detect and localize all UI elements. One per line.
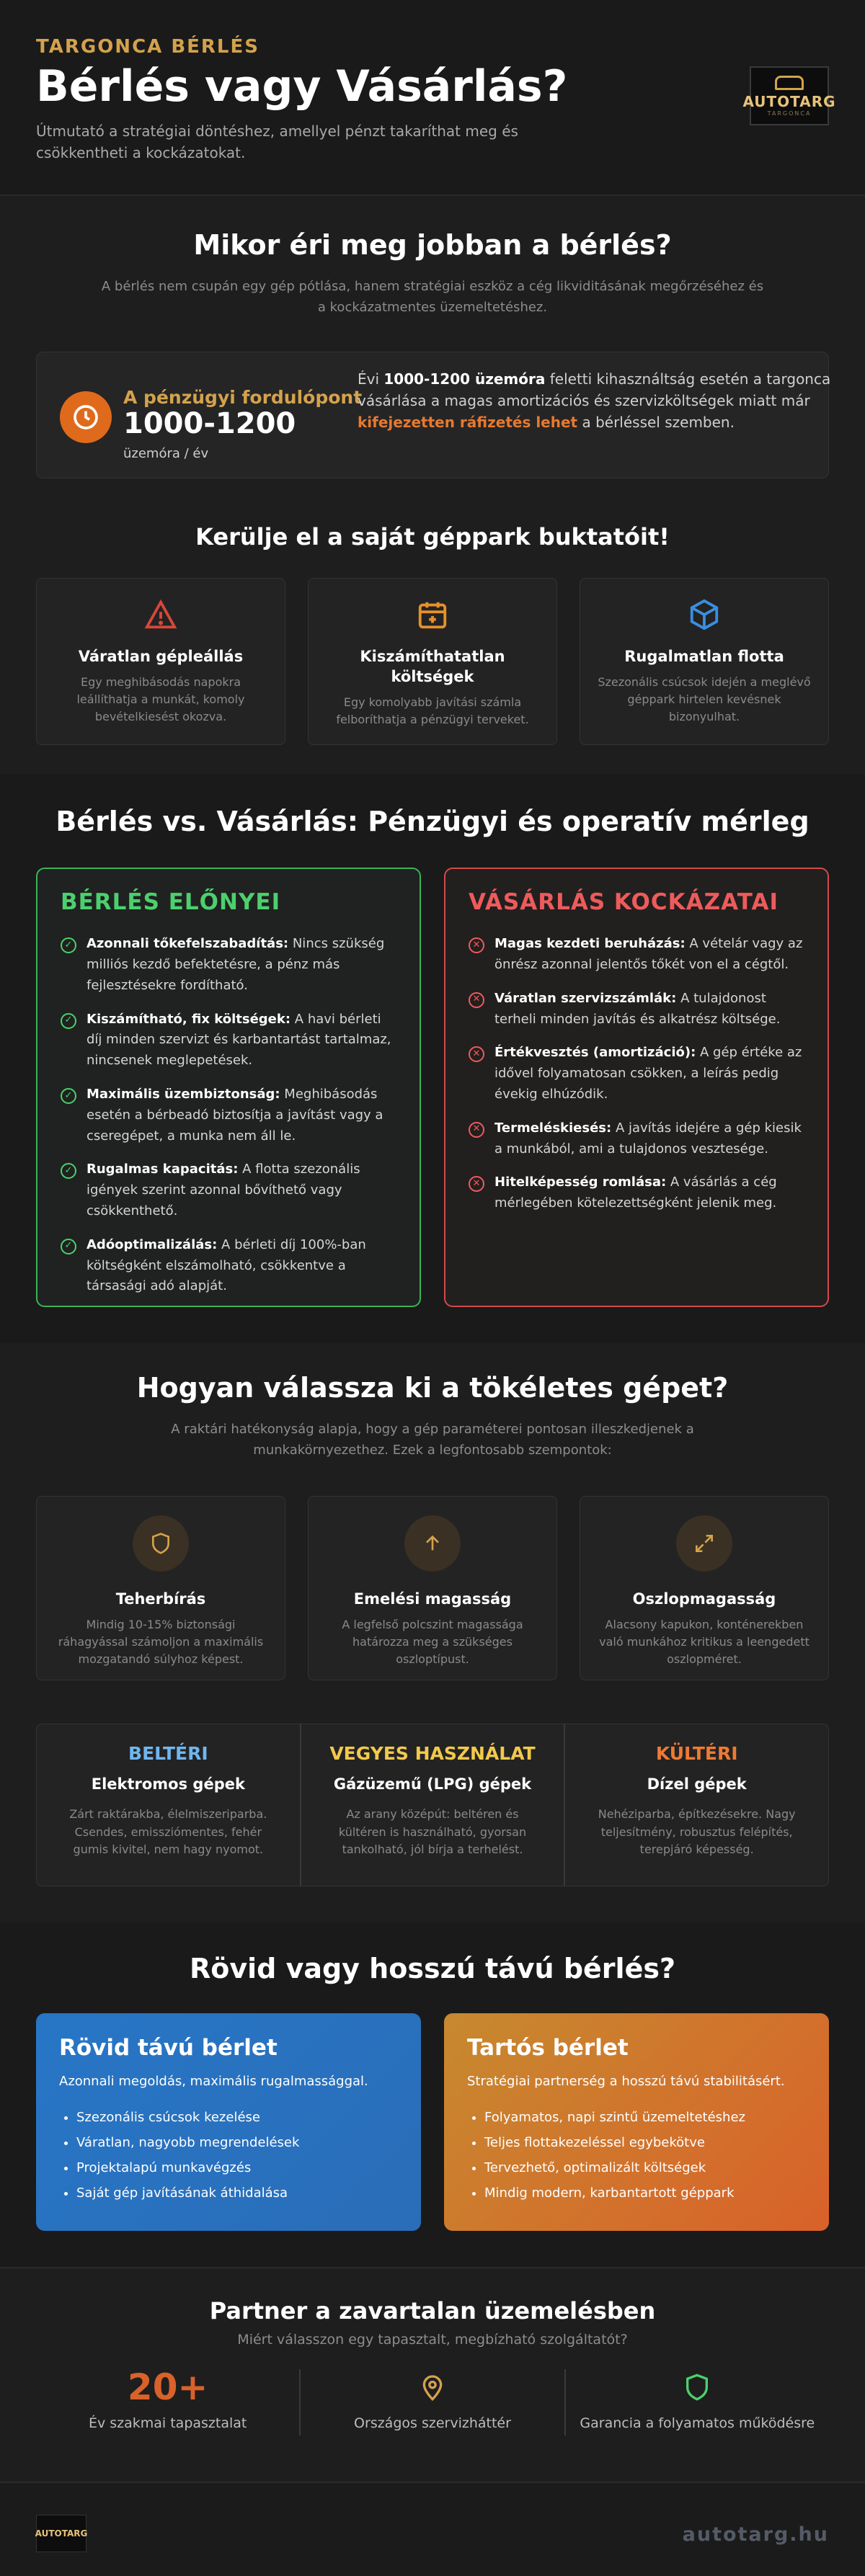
- pitfall-text: Egy meghibásodás napokra leállíthatja a munkát, komoly bevételkiesést okozva.: [76, 674, 245, 723]
- partner-section: [0, 2267, 865, 2482]
- pitfall-card: [36, 578, 285, 746]
- x-circle-icon: ✕: [469, 1122, 484, 1138]
- list-item: • Folyamatos, napi szintű üzemeltetéshez: [484, 2105, 806, 2130]
- criteria-text: Alacsony kapukon, konténerekben való munkához kritikus a leengedett oszlopméret.: [599, 1617, 809, 1666]
- pitfall-card: [308, 578, 557, 746]
- criteria-text: A legfelső polcszint magassága határozza meg a szükséges oszloptípust.: [342, 1617, 523, 1666]
- criteria-title: Emelési magasság: [353, 1590, 512, 1608]
- type-title: Elektromos gépek: [91, 1775, 245, 1793]
- list-item: • Szezonális csúcsok kezelése: [76, 2105, 398, 2130]
- list-item: • Mindig modern, karbantartott géppark: [484, 2180, 806, 2206]
- check-icon: ✓: [61, 1163, 76, 1179]
- check-icon: ✓: [61, 1239, 76, 1254]
- check-icon: ✓: [61, 1088, 76, 1104]
- eyebrow: TARGONCA BÉRLÉS: [36, 36, 260, 58]
- logo-text: AUTOTARG: [742, 92, 836, 110]
- pitfall-text: Szezonális csúcsok idején a meglévő géppark hirtelen kevésnek bizonyulhat.: [598, 674, 811, 723]
- page-subtitle: Útmutató a stratégiai döntéshez, amellyel pénzt takaríthat meg és csökkentheti a kockázatokat.: [36, 122, 518, 161]
- pros-card: [36, 868, 421, 1307]
- cons-card: [444, 868, 829, 1307]
- cons-title: VÁSÁRLÁS KOCKÁZATAI: [469, 889, 779, 916]
- type-name: KÜLTÉRI: [655, 1742, 738, 1764]
- stat-service: [301, 2369, 565, 2435]
- pitfalls-title: Kerülje el a saját géppark buktatóit!: [195, 522, 670, 551]
- pitfalls-list: [36, 578, 829, 746]
- short-lease-desc: Azonnali megoldás, maximális rugalmassággal.: [59, 2073, 368, 2089]
- stat-label: Év szakmai tapasztalat: [88, 2415, 247, 2431]
- shield-icon: [566, 2369, 829, 2405]
- when-title: Mikor éri meg jobban a bérlés?: [193, 229, 672, 261]
- footer: [0, 2482, 865, 2576]
- type-text: Nehéziparba, építkezésekre. Nagy teljesítmény, robusztus felépítés, terepjáró képesség.: [598, 1806, 796, 1857]
- check-icon: ✓: [61, 937, 76, 953]
- type-title: Dízel gépek: [647, 1775, 747, 1793]
- type-text: Zárt raktárakba, élelmiszeriparba. Csendes, emissziómentes, fehér gumis kivitel, nem hagy nyomot.: [69, 1806, 267, 1857]
- stat-number: 20+: [127, 2366, 208, 2408]
- choose-lead: A raktári hatékonyság alapja, hogy a gép paraméterei pontosan illeszkedjenek a munkakörnyezethez. Ezek a legfontosabb szempontok:: [171, 1422, 694, 1458]
- x-circle-icon: ✕: [469, 937, 484, 953]
- pros-item: ✓ Rugalmas kapacitás: A flotta szezonális igények szerint azonnal bővíthető vagy csökkenthető.: [61, 1159, 396, 1221]
- criteria-title: Oszlopmagasság: [632, 1590, 776, 1608]
- pros-item: ✓ Kiszámítható, fix költségek: A havi bérleti díj minden szervizt és karbantartást tartalmaz, nincsenek meglepetések.: [61, 1010, 396, 1071]
- criteria-card: [580, 1496, 829, 1680]
- choose-title: Hogyan válassza ki a tökéletes gépet?: [136, 1372, 729, 1404]
- when-section: [0, 196, 865, 774]
- warning-icon: [54, 594, 267, 635]
- long-lease-card: [444, 2013, 829, 2231]
- type-indoor: [37, 1724, 301, 1886]
- stat-guarantee: [566, 2369, 829, 2435]
- list-item: • Projektalapú munkavégzés: [76, 2155, 398, 2180]
- hero-header: [0, 0, 865, 196]
- cube-icon: [598, 594, 811, 635]
- criteria-list: [36, 1496, 829, 1680]
- type-outdoor: [565, 1724, 828, 1886]
- when-lead: A bérlés nem csupán egy gép pótlása, hanem stratégiai eszköz a cég likviditásának megőrzéséhez és a kockázatmentes üzemeltetéshez.: [101, 279, 764, 315]
- x-circle-icon: ✕: [469, 1176, 484, 1192]
- x-circle-icon: ✕: [469, 992, 484, 1008]
- site-link[interactable]: autotarg.hu: [682, 2523, 829, 2546]
- pitfall-title: Váratlan gépleállás: [78, 647, 244, 665]
- long-lease-title: Tartós bérlet: [467, 2034, 629, 2061]
- logo[interactable]: [742, 66, 836, 125]
- compare-title: Bérlés vs. Vásárlás: Pénzügyi és operatív mérleg: [56, 806, 809, 838]
- short-lease-title: Rövid távú bérlet: [59, 2034, 278, 2061]
- cons-item: ✕ Értékvesztés (amortizáció): A gép értéke az idővel folyamatosan csökken, a leírás pedig évekig elhúzódik.: [469, 1043, 804, 1105]
- forklift-icon: [775, 76, 804, 90]
- list-item: • Saját gép javításának áthidalása: [76, 2180, 398, 2206]
- partner-title: Partner a zavartalan üzemelésben: [209, 2296, 656, 2325]
- pros-item: ✓ Azonnali tőkefelszabadítás: Nincs szükség milliós kezdő befektetésre, a pénz más fejlesztésekre fordítható.: [61, 934, 396, 996]
- expand-icon: [676, 1515, 732, 1572]
- turn-value: 1000-1200: [123, 406, 296, 440]
- short-lease-card: [36, 2013, 421, 2231]
- footer-logo-text: AUTOTARG: [35, 2528, 88, 2539]
- pitfall-title: Rugalmatlan flotta: [624, 647, 784, 665]
- type-name: BELTÉRI: [128, 1742, 208, 1764]
- map-pin-icon: [301, 2369, 564, 2405]
- type-text: Az arany középút: beltéren és kültéren is használható, gyorsan tankolható, jól bírja a terhelést.: [338, 1806, 527, 1857]
- pros-item: ✓ Adóoptimalizálás: A bérleti díj 100%-ban költségként elszámolható, csökkentve a társasági adó alapját.: [61, 1235, 396, 1297]
- list-item: • Váratlan, nagyobb megrendelések: [76, 2130, 398, 2155]
- pros-item: ✓ Maximális üzembiztonság: Meghibásodás esetén a bérbeadó biztosítja a javítást vagy a cseregépet, a munka nem áll le.: [61, 1084, 396, 1146]
- cons-item: ✕ Váratlan szervizszámlák: A tulajdonost terheli minden javítás és alkatrész költsége.: [469, 989, 804, 1030]
- cons-item: ✕ Termeléskiesés: A javítás idejére a gép kiesik a munkából, ami a tulajdonos vesztesége.: [469, 1118, 804, 1160]
- pitfall-title: Kiszámíthatatlan költségek: [360, 647, 505, 685]
- turn-text: Évi 1000-1200 üzemóra feletti kihasználtság esetén a targonca vásárlása a magas amortizációs és szervizköltségek miatt már kifejezetten ráfizetés lehet a bérléssel szemben.: [358, 370, 831, 431]
- machine-types: [36, 1724, 829, 1886]
- turn-unit: üzemóra / év: [123, 445, 209, 461]
- criteria-card: [36, 1496, 285, 1680]
- turning-point-card: [36, 352, 829, 478]
- lease-section: [0, 1922, 865, 2267]
- list-item: • Tervezhető, optimalizált költségek: [484, 2155, 806, 2180]
- calendar-icon: [326, 594, 539, 635]
- logo-tagline: TARGONCA: [767, 110, 812, 117]
- stat-label: Országos szervizháttér: [354, 2415, 511, 2431]
- choose-section: [0, 1343, 865, 1922]
- stat-experience: [36, 2366, 301, 2435]
- compare-section: [0, 774, 865, 1343]
- pros-title: BÉRLÉS ELŐNYEI: [61, 889, 281, 916]
- page-title: Bérlés vagy Vásárlás?: [36, 61, 568, 112]
- cons-item: ✕ Hitelképesség romlása: A vásárlás a cég mérlegében kötelezettségként jelenik meg.: [469, 1172, 804, 1214]
- pitfall-text: Egy komolyabb javítási számla felboríthatja a pénzügyi terveket.: [336, 695, 529, 727]
- type-title: Gázüzemű (LPG) gépek: [333, 1775, 532, 1793]
- type-mixed: [301, 1724, 566, 1886]
- criteria-text: Mindig 10-15% biztonsági ráhagyással számoljon a maximális mozgatandó súlyhoz képest.: [58, 1617, 264, 1666]
- arrow-up-icon: [404, 1515, 461, 1572]
- criteria-title: Teherbírás: [115, 1590, 206, 1608]
- type-name: VEGYES HASZNÁLAT: [329, 1742, 536, 1764]
- long-lease-desc: Stratégiai partnerség a hosszú távú stabilitásért.: [467, 2073, 785, 2089]
- stat-label: Garancia a folyamatos működésre: [580, 2415, 815, 2431]
- x-circle-icon: ✕: [469, 1046, 484, 1062]
- partner-subtitle: Miért válasszon egy tapasztalt, megbízható szolgáltatót?: [237, 2331, 628, 2348]
- turn-label: A pénzügyi fordulópont: [123, 386, 363, 408]
- pitfall-card: [580, 578, 829, 746]
- list-item: • Teljes flottakezeléssel egybekötve: [484, 2130, 806, 2155]
- lease-title: Rövid vagy hosszú távú bérlés?: [189, 1952, 676, 1984]
- clock-icon: [60, 391, 112, 443]
- check-icon: ✓: [61, 1013, 76, 1029]
- footer-logo[interactable]: [36, 2515, 86, 2552]
- criteria-card: [308, 1496, 557, 1680]
- shield-icon: [133, 1515, 189, 1572]
- cons-item: ✕ Magas kezdeti beruházás: A vételár vagy az önrész azonnal jelentős tőkét von el a cégtől.: [469, 934, 804, 976]
